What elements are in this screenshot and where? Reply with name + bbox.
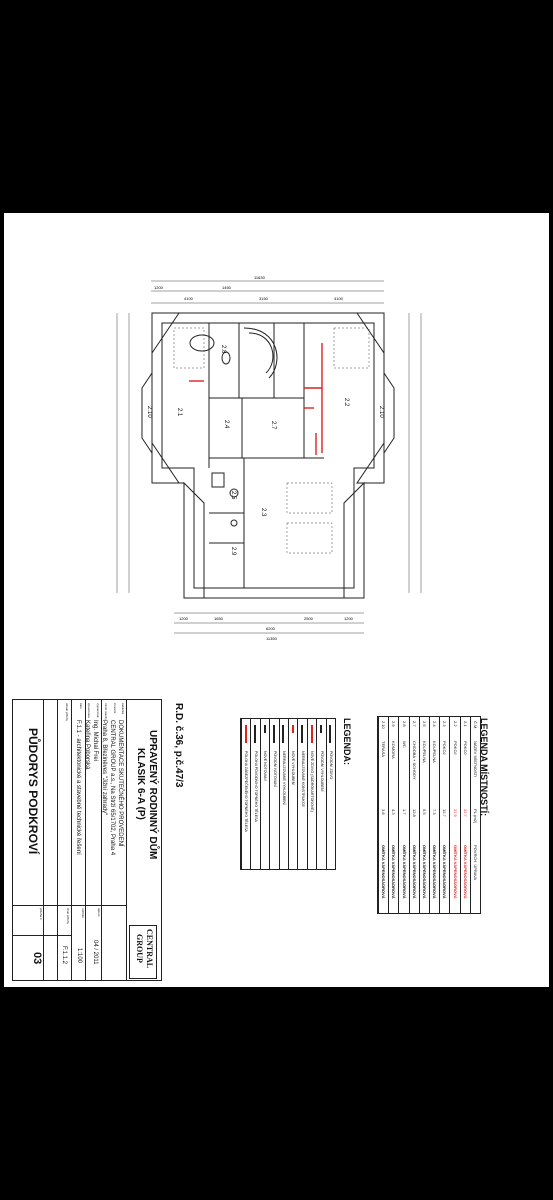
table-cell: OMÍTKA VÁPENOSÁDROVÁ [432,845,438,899]
table-divider [378,717,379,913]
title-block [12,699,162,981]
room-label: 2.5 [230,491,236,500]
table-cell: 2.1 [462,721,468,727]
title-divider [13,935,71,936]
legend-divider [326,719,327,869]
table-divider [419,717,420,913]
room-label: 2.1 [176,408,182,417]
legend-item: NEREALIZOVANÉ KONSTRUKCE [300,751,305,807]
table-header: PL.(m2) [473,809,478,824]
table-cell: 12.7 [442,809,448,817]
drawing-sheet [4,213,549,987]
table-cell: OMÍTKA VÁPENOSÁDROVÁ [401,845,407,899]
table-divider [470,717,471,913]
legend-swatch [254,725,256,743]
table-cell: WC [401,741,407,748]
legend-divider [316,719,317,869]
doc-type-label: zakázka [121,703,125,715]
table-cell: OMÍTKA VÁPENOSÁDROVÁ [442,845,448,899]
table-cell: 4.3 [391,809,397,815]
legend-divider [279,719,280,869]
table-divider [398,717,399,913]
date-label: datum [97,908,101,917]
table-cell: KOMORA [391,741,397,759]
table-cell: 3.8 [381,809,387,815]
date-value: 04 / 2011 [92,940,98,965]
table-cell: POKOJ [442,741,448,755]
dimension: 11350 [266,636,277,641]
dimension: 1200 [154,285,163,290]
table-cell: 2.4 [432,721,438,727]
dimension: 4100 [184,296,193,301]
legend-swatch [273,725,275,743]
dimension: 1650 [214,616,223,621]
legend-item: PŮVODNÍ NOTOVANÍ [272,751,277,787]
project-title-line1: UPRAVENÝ RODINNÝ DŮM [147,730,158,860]
central-group-logo [129,925,157,979]
dimension: 1200 [344,616,353,621]
table-cell: OMÍTKA VÁPENOSÁDROVÁ [411,845,417,899]
table-cell: 2.5 [422,721,427,727]
legend-item: NEREALIZOVANÉ VYHLOUBENÍ [282,751,286,806]
legend-divider [297,719,298,869]
table-cell: OMÍTKA VÁPENOSÁDROVÁ [381,845,387,899]
investor-label: investor [113,703,117,714]
room-label: 2.7 [270,421,276,430]
dimension: 11630 [254,275,265,280]
table-cell: KOUPELNA [432,741,438,763]
room-label: 2.3 [260,508,266,517]
designer-label: vypracoval [96,703,100,718]
legend-divider [241,719,242,869]
legend-divider [250,719,251,869]
table-cell: TERASA [381,741,387,758]
dimension: 6200 [266,626,275,631]
room-label: 2.10 [378,406,384,418]
scale-label: měřítko [81,908,85,919]
drawing-label: obsah přílohy [65,703,69,722]
legend-swatch [292,725,294,733]
table-cell: 5.5 [422,809,427,815]
logo-text: CENTRAL [145,929,154,969]
legend-item: PŮVODNÍ VYHLOUBENÍ [319,751,324,792]
table-divider [388,717,389,913]
title-divider [13,905,126,906]
project-title-line2: KLASIK 6-A (P) [135,748,146,820]
legend-rooms-table [377,716,481,914]
table-cell: 2.7 [411,721,417,727]
table-cell: POKOJ [462,741,468,755]
legend-swatch [264,725,266,733]
table-cell: POKOJ [452,741,458,755]
table-cell: 12.8 [411,809,417,817]
table-header: Č.M. [473,721,478,730]
location-label: místo stavby [104,703,108,720]
legend-swatch [320,725,322,733]
table-cell: 7.3 [432,809,438,815]
table-cell: 2.9 [391,721,397,727]
legend-swatch [301,725,303,743]
table-cell: OMÍTKA VÁPENOSÁDROVÁ [422,845,427,899]
room-label: 2.10 [146,406,152,418]
number-value: F.1.1.2 [61,946,67,965]
doc-type-value: DOKUMENTACE SKUTEČNÉHO PROVEDENÍ [117,720,123,847]
table-cell: 2.3 [442,721,448,727]
legend-item: NOVÉ ZDIVO (SÁDROKARTONOVÉ) [310,751,315,812]
room-label: 2.4 [223,420,229,429]
number-label: číslo přílohy [66,908,70,925]
dimension: 1450 [222,285,231,290]
room-label: 2.8 [220,345,226,354]
part-label: část [79,703,83,709]
drawn-label: zpracovala [87,703,91,718]
logo-text: GROUP [135,934,144,963]
table-cell: 2.10 [381,721,387,729]
sheet-value: 03 [31,952,43,965]
table-divider [409,717,410,913]
legend-item: POLOHA PŮVODNÍHO TOPNÉHO TĚLESA [253,751,258,822]
legend-swatch [245,725,247,743]
drawing-value: PŮDORYS PODKROVÍ [26,728,40,855]
table-cell: 22.7 [462,809,468,817]
title-divider [57,700,58,980]
table-divider [460,717,461,913]
legend-swatch [311,725,313,743]
legend-item: NOVÉ VYHLOUBENÍ [291,751,296,786]
legend-item: PŮVODNÍ ZDIVO [329,751,333,780]
scale-value: 1:100 [76,948,82,964]
dimension: 4100 [334,296,343,301]
room-label: 2.9 [230,547,236,556]
legend-divider [260,719,261,869]
table-cell: 1.7 [401,809,407,815]
table-cell: KOUPELNA [422,741,427,763]
dimension: 2500 [304,616,313,621]
designer-value: Ing. Michal Frei [92,720,98,762]
legend-item: POLOHA ZÁBEZPEČENÉHO TOPNÉHO TĚLESA [244,751,249,832]
part-value: F.1.1 - architektonické a stavebně technické řešení [75,720,81,855]
legend-table [240,718,336,870]
legend-title: LEGENDA: [342,718,352,765]
table-header: NÁZEV MÍSTNOSTI [473,741,478,778]
legend-rooms-title: LEGENDA MÍSTNOSTÍ: [479,718,489,817]
table-divider [439,717,440,913]
table-cell: 2.2 [452,721,458,727]
table-cell: OMÍTKA VÁPENOSÁDROVÁ [462,845,468,899]
legend-divider [288,719,289,869]
legend-item: NOVÉ NOTOVANÍ [263,751,268,781]
location-value: Praha 8, Březiněves "Jižní zahrady" [101,720,107,816]
legend-swatch [329,725,331,743]
table-cell: 2.8 [401,721,407,727]
title-divider [71,700,72,980]
title-divider [126,700,127,980]
legend-swatch [282,725,284,743]
table-divider [449,717,450,913]
room-label: 2.2 [343,398,349,407]
legend-divider [307,719,308,869]
dimension: 1200 [179,616,188,621]
table-divider [429,717,430,913]
table-header: POVRCH. ÚPRAVA [473,845,478,881]
table-cell: OMÍTKA VÁPENOSÁDROVÁ [391,845,397,899]
drawn-value: Kateřina Poborská [84,720,90,770]
title-divider [43,700,44,980]
sheet-label: příloha č. [39,908,43,921]
investor-value: CENTRAL GROUP a.s., Na Strži 65/1702, Praha 4 [109,720,115,856]
legend-divider [269,719,270,869]
table-cell: 22.9 [452,809,458,817]
reference-note: R.D. č.36, p.č.47/3 [173,703,184,788]
table-cell: OMÍTKA VÁPENOSÁDROVÁ [452,845,458,899]
table-cell: CHODBA + SCHODY [411,741,417,780]
dimension: 3150 [259,296,268,301]
